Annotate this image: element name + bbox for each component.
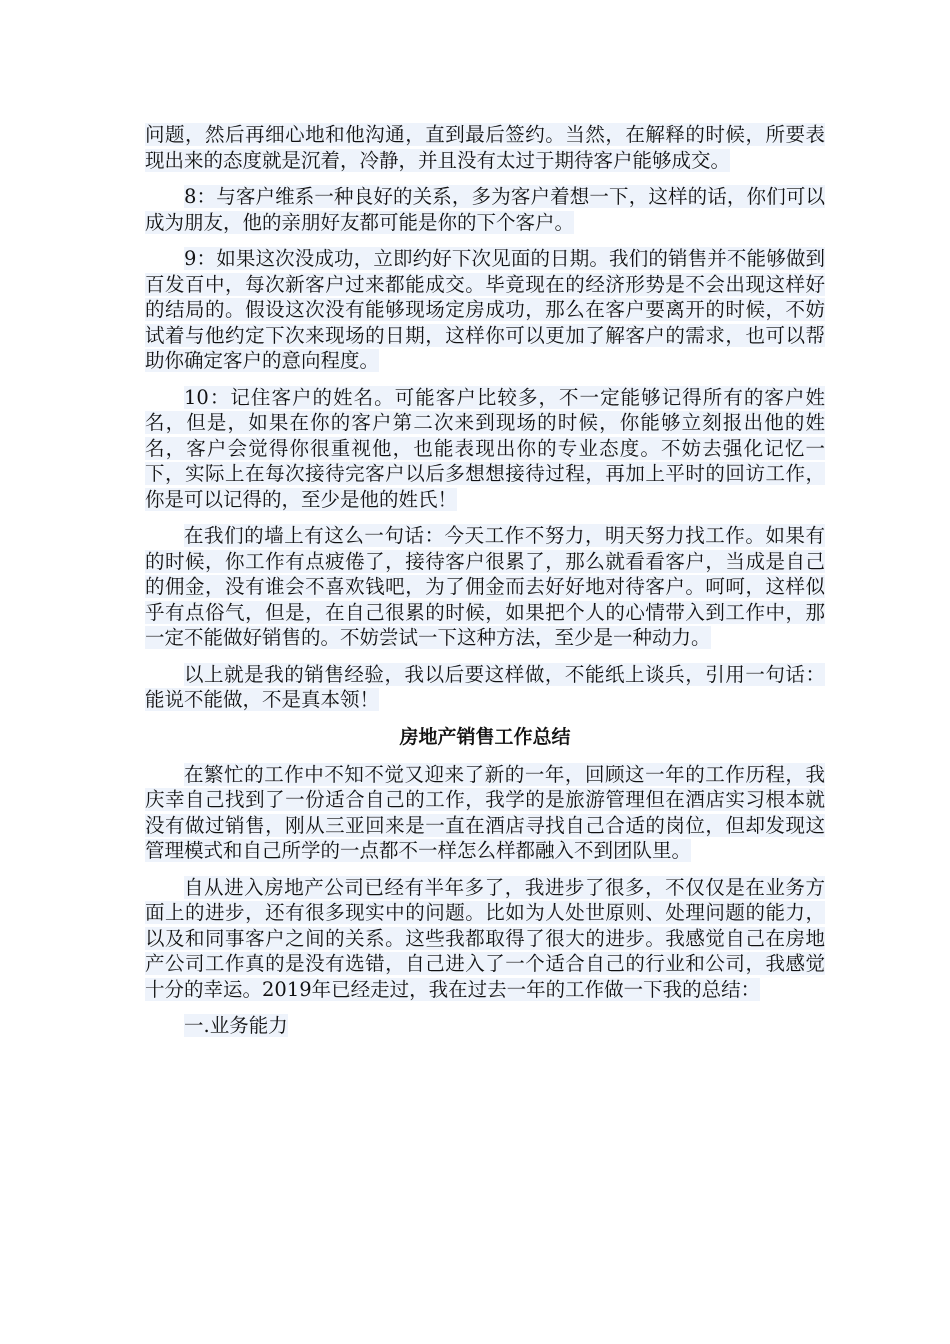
paragraph-text: 9：如果这次没成功，立即约好下次见面的日期。我们的销售并不能够做到百发百中，每次新客户过来都能成交。毕竟现在的经济形势是不会出现这样好的结局的。假设这次没有能够现场定房成功，那么在客户要离开的时候，不妨试着与他约定下次来现场的日期，这样你可以更加了解客户的需求，也可以帮助你确定客户的意向程度。 bbox=[145, 247, 825, 372]
section-title: 房地产销售工作总结 bbox=[399, 725, 571, 748]
paragraph-wall-motto bbox=[145, 523, 825, 651]
paragraph-tip-8 bbox=[145, 184, 825, 235]
document-body bbox=[145, 122, 825, 1050]
paragraph-tip-10 bbox=[145, 385, 825, 513]
paragraph-tip-9 bbox=[145, 246, 825, 374]
paragraph-progress bbox=[145, 875, 825, 1003]
paragraph-conclusion bbox=[145, 662, 825, 713]
paragraph-continuation bbox=[145, 122, 825, 173]
subheading-business-ability bbox=[145, 1013, 825, 1039]
paragraph-text: 问题，然后再细心地和他沟通，直到最后签约。当然，在解释的时候，所要表现出来的态度就是沉着，冷静，并且没有太过于期待客户能够成交。 bbox=[145, 123, 825, 172]
paragraph-text: 在我们的墙上有这么一句话：今天工作不努力，明天努力找工作。如果有的时候，你工作有点疲倦了，接待客户很累了，那么就看看客户，当成是自己的佣金，没有谁会不喜欢钱吧，为了佣金而去好好地对待客户。呵呵，这样似乎有点俗气，但是，在自己很累的时候，如果把个人的心情带入到工作中，那一定不能做好销售的。不妨尝试一下这种方法，至少是一种动力。 bbox=[145, 524, 825, 649]
paragraph-text: 一.业务能力 bbox=[184, 1014, 288, 1037]
paragraph-intro bbox=[145, 762, 825, 864]
paragraph-text: 自从进入房地产公司已经有半年多了，我进步了很多，不仅仅是在业务方面上的进步，还有很多现实中的问题。比如为人处世原则、处理问题的能力，以及和同事客户之间的关系。这些我都取得了很大的进步。我感觉自己在房地产公司工作真的是没有选错，自己进入了一个适合自己的行业和公司，我感觉十分的幸运。2019年已经走过，我在过去一年的工作做一下我的总结： bbox=[145, 875, 825, 1001]
paragraph-text: 在繁忙的工作中不知不觉又迎来了新的一年，回顾这一年的工作历程，我庆幸自己找到了一份适合自己的工作，我学的是旅游管理但在酒店实习根本就没有做过销售，刚从三亚回来是一直在酒店寻找自己合适的岗位，但却发现这管理模式和自己所学的一点都不一样怎么样都融入不到团队里。 bbox=[145, 762, 825, 862]
paragraph-text: 8：与客户维系一种良好的关系，多为客户着想一下，这样的话，你们可以成为朋友，他的亲朋好友都可能是你的下个客户。 bbox=[145, 185, 825, 234]
paragraph-text: 10：记住客户的姓名。可能客户比较多，不一定能够记得所有的客户姓名，但是，如果在你的客户第二次来到现场的时候，你能够立刻报出他的姓名，客户会觉得你很重视他，也能表现出你的专业态度。不妨去强化记忆一下，实际上在每次接待完客户以后多想想接待过程，再加上平时的回访工作，你是可以记得的，至少是他的姓氏！ bbox=[145, 385, 825, 511]
paragraph-text: 以上就是我的销售经验，我以后要这样做，不能纸上谈兵，引用一句话：能说不能做，不是真本领！ bbox=[145, 662, 825, 711]
